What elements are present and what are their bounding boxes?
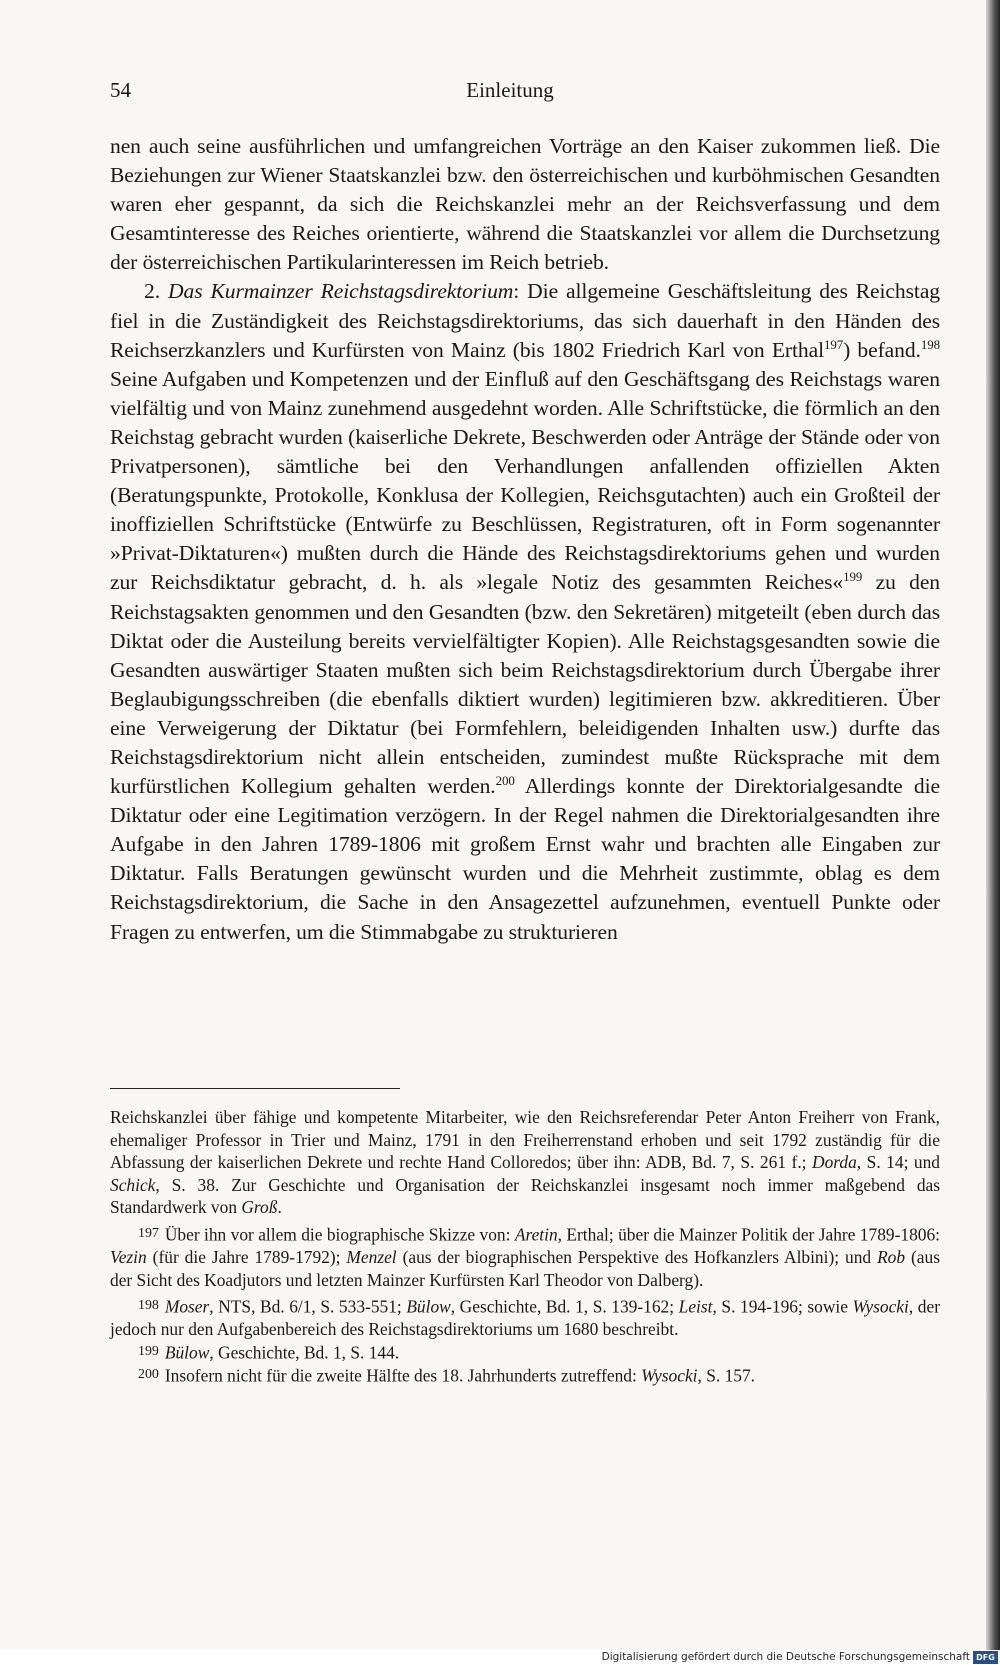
fn-text: Über ihn vor allem die biographische Skizze von: — [164, 1224, 515, 1245]
footnote-ref-198[interactable]: 198 — [920, 336, 941, 352]
fn-text: . — [277, 1197, 282, 1218]
fn-author: Schick — [110, 1174, 156, 1195]
page-header — [110, 78, 910, 110]
dfg-logo-icon: DFG — [973, 1651, 998, 1664]
footnote-199 — [110, 1341, 940, 1364]
footnote-ref-200[interactable]: 200 — [495, 772, 515, 788]
digitization-credit-bar — [0, 1650, 1000, 1665]
text-segment: Allerdings konnte der Direktorialgesandte die Diktatur oder eine Legitimation verzögern. In der Regel nahmen die Direktorialgesandten ihre Aufgabe in den Jahren 1789-1806 mit großem Ernst wahr und brachten alle Eingaben zur Diktatur. Falls Beratungen gewünscht wurden und die Mehrheit zustimmte, oblag es dem Reichstagsdirektorium, die Sache in den Ansagezettel aufzunehmen, eventuell Punkte oder Fragen zu entwerfen, um die Stimmabgabe zu strukturieren — [110, 774, 940, 944]
fn-text: Reichskanzlei über fähige und kompetente Mitarbeiter, wie den Reichsreferendar Peter Anton Freiherr von Frank, ehemaliger Professor in Trier und Mainz, 1791 in den Freiherrenstand erhoben und seit 1792 zuständig für die Abfassung der kaiserlichen Dekrete und rechte Hand Colloredos; über ihn: ADB, Bd. 7, S. 261 f.; — [110, 1107, 940, 1173]
footnote-198 — [110, 1295, 940, 1341]
fn-author: Groß — [241, 1197, 278, 1218]
fn-author: Bülow — [164, 1342, 210, 1363]
footnote-197 — [110, 1223, 940, 1291]
fn-text: , Geschichte, Bd. 1, S. 139-162; — [450, 1296, 679, 1317]
fn-text: , S. 14; und — [856, 1152, 941, 1173]
page-number: 54 — [110, 78, 131, 102]
footnote-ref-199[interactable]: 199 — [843, 569, 863, 585]
fn-author: Aretin — [514, 1224, 558, 1245]
footnotes — [110, 1106, 940, 1387]
fn-author: Bülow — [406, 1296, 451, 1317]
footnote-number: 197 — [138, 1225, 159, 1241]
section-number: 2. — [144, 279, 160, 304]
section-title: Das Kurmainzer Reichstagsdirektorium — [168, 279, 514, 304]
text-segment: ) befand. — [843, 337, 921, 362]
footnote-200 — [110, 1364, 940, 1387]
fn-author: Menzel — [346, 1247, 397, 1268]
book-spine-shadow — [986, 0, 1000, 1650]
footnote-divider — [110, 1088, 400, 1089]
fn-text: , Erthal; über die Mainzer Politik der Jahre 1789-1806: — [557, 1224, 940, 1245]
fn-text: , der jedoch nur den Aufgabenbereich des Reichstagsdirektoriums um 1680 beschreibt. — [110, 1296, 940, 1340]
fn-text: , S. 157. — [697, 1365, 756, 1386]
text-segment: zu den Reichstagsakten genommen und den Gesandten (bzw. den Sekretären) mitgeteilt (eben durch das Diktat oder die Austeilung bereits vervielfältigter Kopien). Alle Reichstagsgesandten sowie die Gesandten auswärtiger Staaten mußten sich beim Reichstagsdirektorium durch Übergabe ihrer Beglaubigungsschreiben (die ebenfalls diktiert wurden) legitimieren bzw. akkreditieren. Über eine Verweigerung der Diktatur (bei Formfehlern, beleidigenden Inhalten usw.) durfte das Reichstagsdirektorium nicht allein entscheiden, zumindest mußte Rücksprache mit dem kurfürstlichen Kollegium gehalten werden. — [110, 570, 941, 799]
footnote-number: 198 — [138, 1298, 159, 1314]
footnote-ref-197[interactable]: 197 — [823, 336, 844, 352]
fn-text: , Geschichte, Bd. 1, S. 144. — [209, 1342, 400, 1363]
paragraph-1: nen auch seine ausführlichen und umfangreichen Vorträge an den Kaiser zukommen ließ. Die Beziehungen zur Wiener Staatskanzlei bzw. den österreichischen und kurböhmischen Gesandten waren eher gespannt, da sich die Reichskanzlei mehr an der Reichsverfassung und dem Gesamtinteresse des Reiches orientierte, während die Staatskanzlei vor allem die Durchsetzung der österreichischen Partikularinteressen im Reich betrieb. — [110, 134, 940, 275]
running-head: Einleitung — [466, 78, 554, 102]
fn-text: , S. 194-196; sowie — [712, 1296, 853, 1317]
fn-text: (für die Jahre 1789-1792); — [146, 1247, 347, 1268]
text-segment: : Die allgemeine Geschäftsleitung des Reichstag fiel in die Zuständigkeit des Reichstagsdirektoriums, das sich dauerhaft in den Händen des Reichserzkanzlers und Kurfürsten von Mainz (bis 1802 Friedrich Karl von Erthal — [110, 279, 940, 362]
fn-text: (aus der Sicht des Koadjutors und letzten Mainzer Kurfürsten Karl Theodor von Dalberg). — [110, 1247, 940, 1290]
main-text — [110, 132, 940, 947]
paragraph-2 — [110, 277, 940, 946]
fn-author: Dorda — [812, 1152, 857, 1173]
fn-author: Vezin — [110, 1247, 147, 1268]
text-segment: Seine Aufgaben und Kompetenzen und der Einfluß auf den Geschäftsgang des Reichstags waren vielfältig und von Mainz zunehmend ausgedehnt worden. Alle Schriftstücke, die förmlich an den Reichstag gebracht wurden (kaiserliche Dekrete, Beschwerden oder Anträge der Stände oder von Privatpersonen), sämtliche bei den Verhandlungen anfallenden offiziellen Akten (Beratungspunkte, Protokolle, Konklusa der Kollegien, Reichsgutachten) auch ein Großteil der inoffiziellen Schriftstücke (Entwürfe zu Beschlüssen, Registraturen, oft in Form sogenannter »Privat-Diktaturen«) mußten durch die Hände des Reichstagsdirektoriums gehen und wurden zur Reichsdiktatur gebracht, d. h. als »legale Notiz des gesammten Reiches« — [110, 366, 940, 595]
fn-text: Insofern nicht für die zweite Hälfte des 18. Jahrhunderts zutreffend: — [164, 1365, 642, 1386]
footnote-number: 199 — [138, 1343, 159, 1359]
fn-text: , NTS, Bd. 6/1, S. 533-551; — [209, 1296, 407, 1317]
footnote-continuation — [110, 1106, 940, 1219]
fn-text: (aus der biographischen Perspektive des Hofkanzlers Albini); und — [396, 1247, 878, 1268]
digitization-credit: Digitalisierung gefördert durch die Deutsche Forschungsgemeinschaft — [601, 1651, 970, 1663]
fn-author: Rob — [877, 1247, 906, 1268]
fn-author: Wysocki — [852, 1296, 909, 1317]
fn-author: Moser — [164, 1296, 210, 1317]
fn-author: Wysocki — [641, 1365, 698, 1386]
footnote-number: 200 — [138, 1366, 159, 1382]
fn-text: , S. 38. Zur Geschichte und Organisation der Reichskanzlei insgesamt noch immer maßgebend das Standardwerk von — [110, 1174, 940, 1218]
fn-author: Leist — [678, 1296, 713, 1317]
